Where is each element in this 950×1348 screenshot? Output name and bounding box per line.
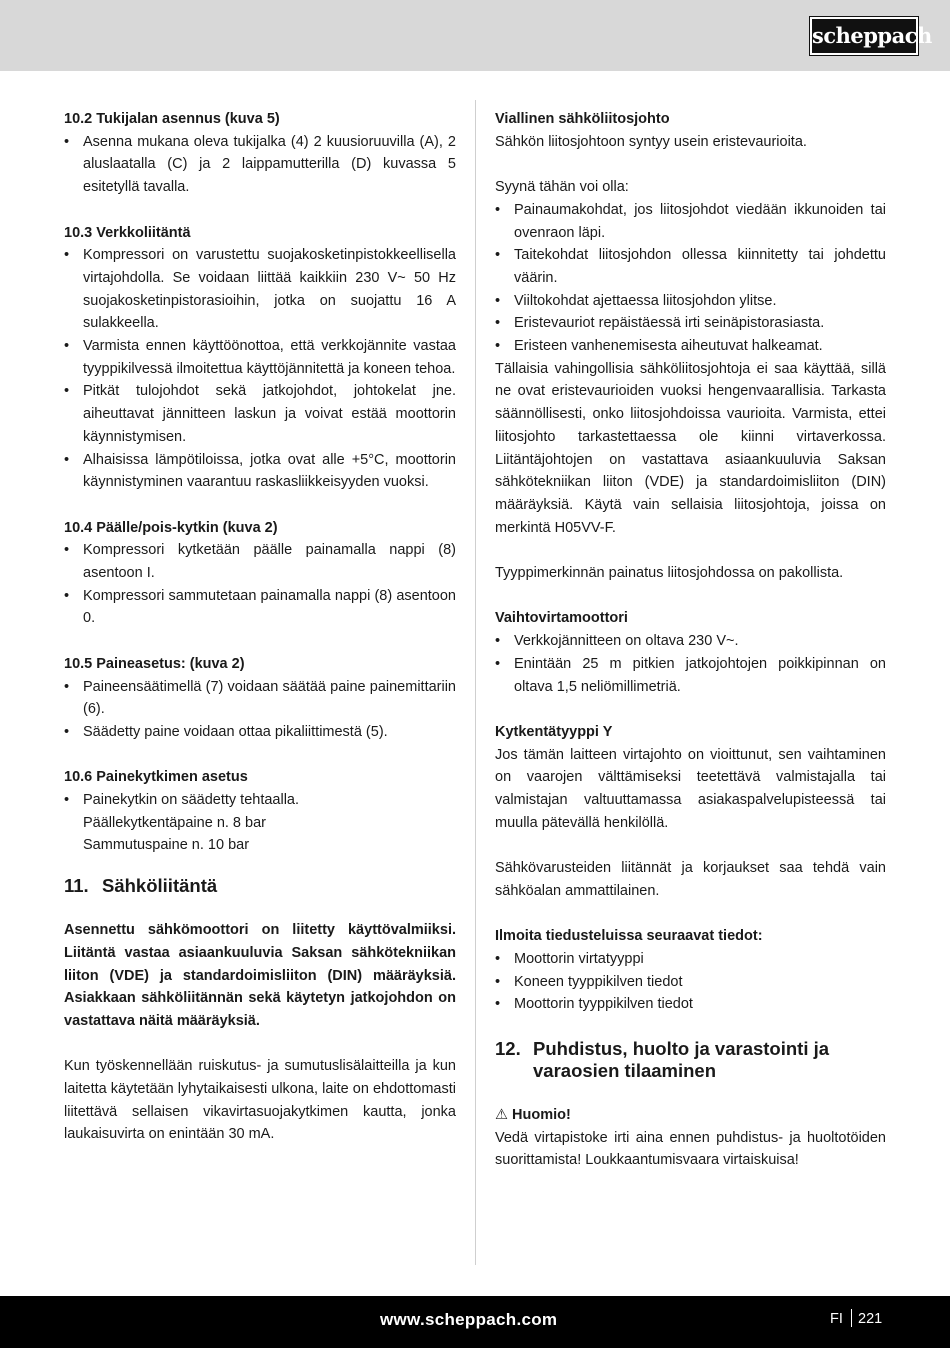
- column-divider: [475, 100, 476, 1265]
- list-item: • Eristeen vanhenemisesta aiheutuvat halkeamat.: [495, 335, 886, 358]
- section-12-heading: [495, 1038, 886, 1082]
- section-11-number: 11.: [64, 875, 89, 897]
- warning-title: Huomio!: [512, 1107, 571, 1124]
- list-item: • Painekytkin on säädetty tehtaalla.: [64, 789, 456, 812]
- list-item: • Moottorin tyyppikilven tiedot: [495, 993, 886, 1016]
- list-item: • Kompressori on varustettu suojakosketinpistokkeellisella virtajohdolla. Se voidaan liittää kaikkiin 230 V~ 50 Hz suojakosketinpistorasioihin, jotka on suojattu 16 A sulakkeella.: [64, 244, 456, 335]
- left-column: [64, 108, 456, 1146]
- damaged-cable-paragraph: Tällaisia vahingollisia sähköliitosjohtoja ei saa käyttää, sillä ne ovat eristevaurioiden vuoksi hengenvaarallisia. Tarkasta säännöllisesti, onko liitosjohdoissa vaurioita. Varmista, ettei liitosjohto tarkastettaessa ole kiinni virtaverkossa. Liitäntäjohtojen on vastattava asiaankuuluvia Saksan sähkötekniikan liiton (VDE) ja standardoimisliiton (DIN) määräyksiä. Käytä vain sellaisia liitosjohtoja, joissa on merkintä H05VV-F.: [495, 360, 886, 536]
- damaged-cable-title: Viallinen sähköliitosjohto: [495, 111, 670, 127]
- connection-type-paragraph: Jos tämän laitteen virtajohto on vioittunut, sen vaihtaminen on vaarojen välttämiseksi teetettävä valmistajalla tai valmistajan valtuuttamassa asiakaspalvelupisteessä tai muulla pätevällä henkilöllä.: [495, 746, 886, 831]
- footer-separator: [851, 1309, 852, 1327]
- brand-logo: scheppach: [810, 17, 918, 55]
- footer-bar: [0, 1296, 950, 1348]
- list-item: • Koneen tyyppikilven tiedot: [495, 971, 886, 994]
- list-item: • Painaumakohdat, jos liitosjohdot viedään ikkunoiden tai ovenraon läpi.: [495, 199, 886, 244]
- list-item: • Taitekohdat liitosjohdon ollessa kiinnitetty tai johdettu väärin.: [495, 244, 886, 289]
- list-item: • Säädetty paine voidaan ottaa pikaliittimestä (5).: [64, 721, 456, 744]
- causes-list: [495, 199, 886, 358]
- section-10-4-title: 10.4 Päälle/pois-kytkin (kuva 2): [64, 519, 278, 536]
- section-11-title: Sähköliitäntä: [102, 875, 218, 897]
- electrician-note: Sähkövarusteiden liitännät ja korjaukset saa tehdä vain sähköalan ammattilainen.: [495, 860, 886, 899]
- section-10-3-list: [64, 244, 456, 494]
- cut-in-pressure: Päällekytkentäpaine n. 8 bar: [83, 814, 266, 831]
- section-10-5-title: 10.5 Paineasetus: (kuva 2): [64, 655, 245, 672]
- inquiry-list: [495, 948, 886, 1016]
- warning-heading: [495, 1104, 886, 1127]
- section-10-4-list: [64, 539, 456, 630]
- ac-motor-list: [495, 630, 886, 698]
- section-12-number: 12.: [495, 1038, 521, 1060]
- section-10-2-list: [64, 131, 456, 199]
- list-item: • Alhaisissa lämpötiloissa, jotka ovat alle +5°C, moottorin käynnistyminen vaarantuu raskasliikkeisyyden vuoksi.: [64, 449, 456, 494]
- right-column: [495, 108, 886, 1172]
- list-item: • Verkkojännitteen on oltava 230 V~.: [495, 630, 886, 653]
- header-band: [0, 0, 950, 71]
- section-12-title: Puhdistus, huolto ja varastointi ja varaosien tilaaminen: [533, 1038, 830, 1082]
- list-item: • Kompressori sammutetaan painamalla nappi (8) asentoon 0.: [64, 585, 456, 630]
- section-11-paragraph: Kun työskennellään ruiskutus- ja sumutuslisälaitteilla ja kun laitetta käytetään lyhytaikaisesti ulkona, laite on ehdottomasti liitettävä sellaisen vikavirtasuojakytkimen kautta, jonka laukaisuvirta on enintään 30 mA.: [64, 1058, 456, 1143]
- inquiry-title: Ilmoita tiedusteluissa seuraavat tiedot:: [495, 928, 763, 945]
- section-10-6-list: [64, 789, 456, 812]
- ac-motor-title: Vaihtovirtamoottori: [495, 610, 628, 627]
- list-item: • Enintään 25 m pitkien jatkojohtojen poikkipinnan on oltava 1,5 neliömillimetriä.: [495, 653, 886, 698]
- causes-label: Syynä tähän voi olla:: [495, 179, 629, 196]
- list-item: • Pitkät tulojohdot sekä jatkojohdot, johtokelat jne. aiheuttavat jännitteen laskun ja voivat estää moottorin käynnistymisen.: [64, 380, 456, 448]
- warning-paragraph: Vedä virtapistoke irti aina ennen puhdistus- ja huoltotöiden suorittamista! Loukkaantumisvaara virtaiskuisa!: [495, 1129, 886, 1169]
- warning-icon: ⚠: [495, 1107, 508, 1124]
- section-11-heading: [64, 875, 456, 897]
- section-10-2-title: 10.2 Tukijalan asennus (kuva 5): [64, 111, 280, 127]
- list-item: • Varmista ennen käyttöönottoa, että verkkojännite vastaa tyyppikilvessä ilmoitettua käyttöjännitettä ja koneen tehoa.: [64, 335, 456, 380]
- list-item: • Asenna mukana oleva tukijalka (4) 2 kuusioruuvilla (A), 2 aluslaatalla (C) ja 2 laippamutterilla (D) kuvassa 5 esitetyllä tavalla.: [64, 131, 456, 199]
- list-item: • Paineensäätimellä (7) voidaan säätää paine painemittariin (6).: [64, 676, 456, 721]
- section-11-bold-paragraph: Asennettu sähkömoottori on liitetty käyttövalmiiksi. Liitäntä vastaa asiaankuuluvia Saksan sähkötekniikan liiton (VDE) ja standardoimisliiton (DIN) määräyksiä. Asiakkaan sähköliitännän sekä käytetyn jatkojohdon on vastattava näitä määräyksiä.: [64, 922, 456, 1029]
- damaged-cable-intro: Sähkön liitosjohtoon syntyy usein eristevaurioita.: [495, 133, 807, 150]
- section-10-5-list: [64, 676, 456, 744]
- section-10-6-title: 10.6 Painekytkimen asetus: [64, 769, 248, 786]
- section-10-3-title: 10.3 Verkkoliitäntä: [64, 224, 191, 241]
- type-marking-note: Tyyppimerkinnän painatus liitosjohdossa on pakollista.: [495, 565, 844, 582]
- list-item: • Eristevauriot repäistäessä irti seinäpistorasiasta.: [495, 312, 886, 335]
- connection-type-title: Kytkentätyyppi Y: [495, 723, 613, 740]
- list-item: • Moottorin virtatyyppi: [495, 948, 886, 971]
- language-code: FI: [830, 1311, 843, 1327]
- footer-url[interactable]: www.scheppach.com: [380, 1310, 558, 1329]
- list-item: • Kompressori kytketään päälle painamalla nappi (8) asentoon I.: [64, 539, 456, 584]
- cut-out-pressure: Sammutuspaine n. 10 bar: [83, 837, 250, 854]
- page-number: 221: [858, 1311, 883, 1327]
- list-item: • Viiltokohdat ajettaessa liitosjohdon ylitse.: [495, 290, 886, 313]
